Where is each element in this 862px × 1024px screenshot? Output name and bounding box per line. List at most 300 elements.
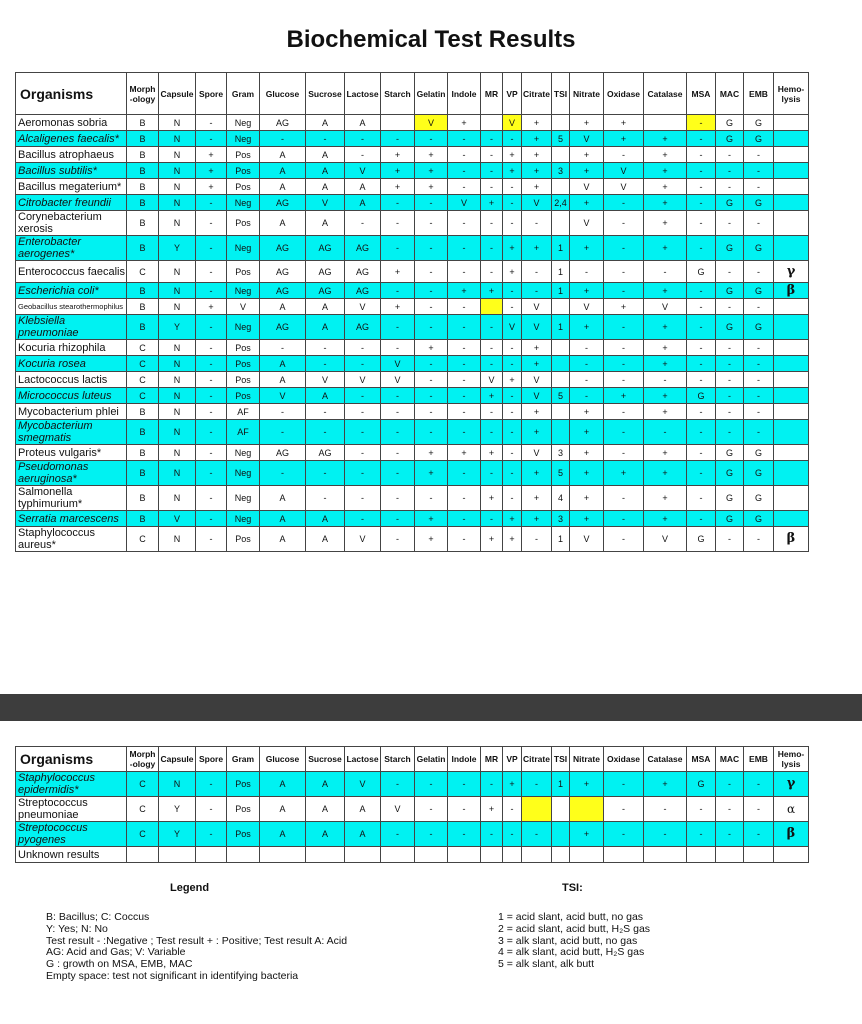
cell-mr: - — [481, 147, 503, 163]
cell-lactose — [345, 847, 381, 863]
cell-glucose: A — [260, 356, 306, 372]
cell-gelatin: - — [415, 797, 448, 822]
cell-gelatin: - — [415, 211, 448, 236]
cell-emb: - — [744, 340, 774, 356]
cell-capsule: N — [159, 388, 196, 404]
cell-capsule: N — [159, 261, 196, 283]
cell-catalase: + — [644, 163, 687, 179]
cell-spore: - — [196, 195, 227, 211]
cell-vp: - — [503, 340, 522, 356]
cell-hemo-lysis — [774, 461, 809, 486]
cell-oxidase: - — [604, 822, 644, 847]
table-row-micrococcus-luteus — [16, 388, 809, 404]
cell-sucrose: A — [306, 115, 345, 131]
organism-name: Salmonella typhimurium* — [16, 486, 127, 511]
cell-citrate: V — [522, 299, 552, 315]
cell-mr: + — [481, 283, 503, 299]
cell-vp: - — [503, 388, 522, 404]
organism-name: Staphylococcus aureus* — [16, 527, 127, 552]
biochemical-results-table — [15, 72, 809, 552]
cell-oxidase: V — [604, 163, 644, 179]
header-catalase: Catalase — [644, 73, 687, 115]
cell-mac: - — [716, 772, 744, 797]
cell-tsi: 1 — [552, 772, 570, 797]
cell-indole — [448, 847, 481, 863]
cell-hemo-lysis — [774, 299, 809, 315]
cell-mac: - — [716, 163, 744, 179]
cell-gram: Neg — [227, 511, 260, 527]
cell-vp: - — [503, 420, 522, 445]
cell-sucrose: A — [306, 797, 345, 822]
cell-glucose: A — [260, 797, 306, 822]
cell-morph-ology: C — [127, 372, 159, 388]
cell-lactose: V — [345, 299, 381, 315]
cell-mr: - — [481, 772, 503, 797]
cell-msa: - — [687, 315, 716, 340]
legend-line: G : growth on MSA, EMB, MAC — [46, 958, 193, 971]
cell-spore: + — [196, 179, 227, 195]
cell-gelatin: + — [415, 461, 448, 486]
cell-msa: G — [687, 261, 716, 283]
cell-oxidase: - — [604, 797, 644, 822]
cell-nitrate: + — [570, 772, 604, 797]
cell-gelatin: - — [415, 372, 448, 388]
cell-lactose: - — [345, 340, 381, 356]
cell-mac: - — [716, 211, 744, 236]
cell-oxidase: - — [604, 283, 644, 299]
header-glucose: Glucose — [260, 747, 306, 772]
cell-gram: AF — [227, 404, 260, 420]
cell-msa: - — [687, 179, 716, 195]
cell-tsi — [552, 340, 570, 356]
cell-mac: G — [716, 445, 744, 461]
header-indole: Indole — [448, 73, 481, 115]
cell-indole: - — [448, 299, 481, 315]
cell-oxidase: - — [604, 527, 644, 552]
cell-spore: - — [196, 261, 227, 283]
cell-emb: - — [744, 404, 774, 420]
cell-vp: - — [503, 356, 522, 372]
table-row-streptococcus-pyogenes — [16, 822, 809, 847]
cell-capsule: N — [159, 772, 196, 797]
cell-mr: - — [481, 131, 503, 147]
cell-catalase: + — [644, 211, 687, 236]
tsi-lines — [498, 912, 650, 971]
cell-catalase: + — [644, 445, 687, 461]
cell-nitrate: - — [570, 372, 604, 388]
cell-catalase: + — [644, 283, 687, 299]
cell-starch: - — [381, 461, 415, 486]
table-row-bacillus-atrophaeus — [16, 147, 809, 163]
cell-mr: - — [481, 356, 503, 372]
table-row-enterococcus-faecalis — [16, 261, 809, 283]
cell-starch: + — [381, 163, 415, 179]
cell-starch — [381, 115, 415, 131]
header-emb: EMB — [744, 73, 774, 115]
cell-mac: - — [716, 822, 744, 847]
cell-glucose: A — [260, 486, 306, 511]
table-row-salmonella-typhimurium — [16, 486, 809, 511]
cell-citrate: - — [522, 261, 552, 283]
cell-tsi — [552, 115, 570, 131]
table-row-lactococcus-lactis — [16, 372, 809, 388]
cell-spore: - — [196, 340, 227, 356]
cell-tsi — [552, 179, 570, 195]
cell-vp: - — [503, 461, 522, 486]
cell-spore: - — [196, 356, 227, 372]
cell-glucose: AG — [260, 261, 306, 283]
cell-mac: G — [716, 115, 744, 131]
cell-sucrose: - — [306, 486, 345, 511]
cell-mac: G — [716, 486, 744, 511]
cell-tsi: 3 — [552, 511, 570, 527]
header-nitrate: Nitrate — [570, 747, 604, 772]
cell-msa: - — [687, 511, 716, 527]
cell-tsi — [552, 847, 570, 863]
cell-oxidase: - — [604, 404, 644, 420]
cell-gelatin: + — [415, 527, 448, 552]
table-row-citrobacter-freundii — [16, 195, 809, 211]
cell-capsule: N — [159, 372, 196, 388]
cell-citrate: - — [522, 283, 552, 299]
cell-tsi — [552, 420, 570, 445]
cell-sucrose: - — [306, 356, 345, 372]
cell-lactose: - — [345, 131, 381, 147]
legend-title: Legend — [170, 882, 210, 894]
cell-vp: - — [503, 822, 522, 847]
cell-oxidase: - — [604, 511, 644, 527]
cell-citrate: + — [522, 486, 552, 511]
cell-spore: - — [196, 772, 227, 797]
cell-morph-ology: B — [127, 195, 159, 211]
cell-morph-ology: B — [127, 211, 159, 236]
cell-glucose: A — [260, 179, 306, 195]
cell-tsi — [552, 372, 570, 388]
cell-tsi — [552, 211, 570, 236]
cell-msa: - — [687, 211, 716, 236]
cell-mr — [481, 847, 503, 863]
cell-morph-ology: B — [127, 283, 159, 299]
cell-tsi — [552, 356, 570, 372]
cell-mr: V — [481, 372, 503, 388]
cell-lactose: - — [345, 461, 381, 486]
cell-spore: - — [196, 115, 227, 131]
cell-emb: G — [744, 461, 774, 486]
cell-spore: - — [196, 315, 227, 340]
organism-name: Citrobacter freundii — [16, 195, 127, 211]
cell-gram: Neg — [227, 445, 260, 461]
cell-gram: Neg — [227, 315, 260, 340]
header-organisms: Organisms — [16, 73, 127, 115]
cell-glucose: V — [260, 388, 306, 404]
cell-citrate: + — [522, 163, 552, 179]
cell-emb: - — [744, 527, 774, 552]
cell-nitrate: + — [570, 163, 604, 179]
cell-oxidase: - — [604, 372, 644, 388]
cell-emb: G — [744, 195, 774, 211]
cell-vp: - — [503, 445, 522, 461]
cell-spore: - — [196, 404, 227, 420]
cell-emb: G — [744, 115, 774, 131]
cell-sucrose: - — [306, 131, 345, 147]
cell-mac: - — [716, 340, 744, 356]
cell-gram: Neg — [227, 461, 260, 486]
table-row-staphylococcus-epidermidis — [16, 772, 809, 797]
cell-spore: - — [196, 211, 227, 236]
cell-capsule: Y — [159, 822, 196, 847]
cell-emb: G — [744, 236, 774, 261]
cell-msa: - — [687, 822, 716, 847]
cell-gelatin: - — [415, 772, 448, 797]
cell-msa: - — [687, 195, 716, 211]
cell-lactose: A — [345, 822, 381, 847]
cell-hemo-lysis — [774, 388, 809, 404]
cell-gelatin: - — [415, 299, 448, 315]
cell-glucose — [260, 847, 306, 863]
cell-vp: - — [503, 283, 522, 299]
cell-sucrose: AG — [306, 236, 345, 261]
cell-msa: - — [687, 461, 716, 486]
cell-hemo-lysis: γ — [774, 772, 809, 797]
cell-tsi: 2,4 — [552, 195, 570, 211]
cell-nitrate: + — [570, 822, 604, 847]
cell-msa: G — [687, 527, 716, 552]
header-mac: MAC — [716, 73, 744, 115]
cell-starch: + — [381, 179, 415, 195]
cell-glucose: A — [260, 299, 306, 315]
header-spore: Spore — [196, 747, 227, 772]
cell-indole: - — [448, 315, 481, 340]
cell-morph-ology: C — [127, 822, 159, 847]
cell-sucrose: AG — [306, 283, 345, 299]
cell-morph-ology: B — [127, 445, 159, 461]
cell-msa: - — [687, 445, 716, 461]
cell-spore — [196, 847, 227, 863]
cell-spore: + — [196, 299, 227, 315]
cell-spore: - — [196, 131, 227, 147]
cell-starch: - — [381, 195, 415, 211]
cell-morph-ology: B — [127, 404, 159, 420]
cell-catalase: + — [644, 388, 687, 404]
cell-lactose: V — [345, 372, 381, 388]
table-row-proteus-vulgaris — [16, 445, 809, 461]
cell-gram: Neg — [227, 131, 260, 147]
header-capsule: Capsule — [159, 747, 196, 772]
cell-catalase: V — [644, 527, 687, 552]
cell-nitrate — [570, 797, 604, 822]
cell-emb: - — [744, 420, 774, 445]
cell-starch: V — [381, 797, 415, 822]
cell-emb: - — [744, 163, 774, 179]
header-nitrate: Nitrate — [570, 73, 604, 115]
cell-mac: - — [716, 388, 744, 404]
cell-emb: G — [744, 315, 774, 340]
cell-catalase: - — [644, 822, 687, 847]
cell-lactose: AG — [345, 261, 381, 283]
cell-mac: - — [716, 797, 744, 822]
organism-name: Escherichia coli* — [16, 283, 127, 299]
cell-capsule — [159, 847, 196, 863]
cell-starch: + — [381, 299, 415, 315]
organism-name: Streptococcus pneumoniae — [16, 797, 127, 822]
cell-oxidase — [604, 847, 644, 863]
header-morph-ology: Morph -ology — [127, 73, 159, 115]
cell-gelatin: - — [415, 261, 448, 283]
cell-sucrose: A — [306, 211, 345, 236]
cell-indole: - — [448, 147, 481, 163]
cell-mr: + — [481, 388, 503, 404]
cell-oxidase: + — [604, 115, 644, 131]
cell-indole: - — [448, 179, 481, 195]
cell-morph-ology: B — [127, 147, 159, 163]
cell-morph-ology: B — [127, 115, 159, 131]
organism-name: Kocuria rhizophila — [16, 340, 127, 356]
cell-gram: Pos — [227, 372, 260, 388]
cell-oxidase: + — [604, 461, 644, 486]
cell-starch: - — [381, 236, 415, 261]
cell-mac: G — [716, 283, 744, 299]
cell-indole: - — [448, 211, 481, 236]
cell-morph-ology: B — [127, 315, 159, 340]
cell-mr: - — [481, 404, 503, 420]
table-row-serratia-marcescens — [16, 511, 809, 527]
cell-morph-ology: C — [127, 772, 159, 797]
cell-oxidase: + — [604, 388, 644, 404]
cell-vp: V — [503, 315, 522, 340]
cell-nitrate: - — [570, 356, 604, 372]
header-emb: EMB — [744, 747, 774, 772]
cell-lactose: A — [345, 195, 381, 211]
table-row-bacillus-megaterium — [16, 179, 809, 195]
cell-emb: G — [744, 131, 774, 147]
cell-lactose: - — [345, 147, 381, 163]
cell-citrate — [522, 797, 552, 822]
cell-capsule: N — [159, 299, 196, 315]
table-row-kocuria-rhizophila — [16, 340, 809, 356]
cell-sucrose: AG — [306, 445, 345, 461]
cell-starch: + — [381, 261, 415, 283]
cell-mac: - — [716, 179, 744, 195]
header-oxidase: Oxidase — [604, 73, 644, 115]
cell-gelatin — [415, 847, 448, 863]
cell-mr: + — [481, 195, 503, 211]
cell-indole: - — [448, 236, 481, 261]
cell-capsule: N — [159, 420, 196, 445]
cell-capsule: N — [159, 527, 196, 552]
cell-citrate: V — [522, 388, 552, 404]
cell-starch: - — [381, 772, 415, 797]
table-row-staphylococcus-aureus — [16, 527, 809, 552]
cell-sucrose: A — [306, 388, 345, 404]
cell-hemo-lysis — [774, 195, 809, 211]
cell-mr: - — [481, 211, 503, 236]
cell-catalase: + — [644, 461, 687, 486]
cell-nitrate: + — [570, 283, 604, 299]
cell-msa: - — [687, 236, 716, 261]
cell-glucose: A — [260, 372, 306, 388]
cell-msa: - — [687, 115, 716, 131]
cell-indole: - — [448, 486, 481, 511]
cell-glucose: AG — [260, 445, 306, 461]
cell-nitrate: V — [570, 211, 604, 236]
cell-glucose: AG — [260, 315, 306, 340]
cell-msa: - — [687, 486, 716, 511]
cell-mr: + — [481, 797, 503, 822]
cell-mac: G — [716, 131, 744, 147]
cell-lactose: - — [345, 486, 381, 511]
cell-spore: - — [196, 236, 227, 261]
organism-name: Bacillus atrophaeus — [16, 147, 127, 163]
cell-oxidase: V — [604, 179, 644, 195]
cell-morph-ology: B — [127, 131, 159, 147]
cell-indole: - — [448, 527, 481, 552]
cell-vp: - — [503, 404, 522, 420]
cell-gelatin: - — [415, 822, 448, 847]
cell-nitrate — [570, 847, 604, 863]
header-tsi: TSI — [552, 73, 570, 115]
cell-starch: + — [381, 147, 415, 163]
cell-capsule: N — [159, 131, 196, 147]
cell-nitrate: + — [570, 195, 604, 211]
tsi-line: 5 = alk slant, alk butt — [498, 958, 595, 971]
header-gram: Gram — [227, 73, 260, 115]
table-row-bacillus-subtilis — [16, 163, 809, 179]
cell-gelatin: - — [415, 315, 448, 340]
organism-name: Klebsiella pneumoniae — [16, 315, 127, 340]
cell-sucrose: A — [306, 163, 345, 179]
cell-emb: - — [744, 179, 774, 195]
cell-catalase: - — [644, 261, 687, 283]
cell-emb: G — [744, 511, 774, 527]
table-row-mycobacterium-phlei — [16, 404, 809, 420]
cell-emb: - — [744, 772, 774, 797]
organism-name: Lactococcus lactis — [16, 372, 127, 388]
cell-glucose: A — [260, 527, 306, 552]
cell-msa: - — [687, 131, 716, 147]
cell-msa: - — [687, 340, 716, 356]
cell-starch: - — [381, 822, 415, 847]
cell-catalase: + — [644, 131, 687, 147]
cell-glucose: - — [260, 420, 306, 445]
cell-glucose: A — [260, 822, 306, 847]
cell-lactose: - — [345, 211, 381, 236]
cell-vp: + — [503, 511, 522, 527]
cell-gram: AF — [227, 420, 260, 445]
cell-mr: - — [481, 822, 503, 847]
cell-hemo-lysis: γ — [774, 261, 809, 283]
cell-vp: - — [503, 211, 522, 236]
cell-citrate: V — [522, 372, 552, 388]
cell-citrate: + — [522, 511, 552, 527]
header-tsi: TSI — [552, 747, 570, 772]
cell-indole: - — [448, 131, 481, 147]
cell-vp: V — [503, 115, 522, 131]
cell-starch: - — [381, 486, 415, 511]
cell-spore: - — [196, 372, 227, 388]
cell-indole: - — [448, 340, 481, 356]
cell-lactose: A — [345, 179, 381, 195]
cell-morph-ology: B — [127, 486, 159, 511]
cell-sucrose: A — [306, 527, 345, 552]
cell-catalase: + — [644, 195, 687, 211]
cell-capsule: N — [159, 445, 196, 461]
organism-name: Bacillus megaterium* — [16, 179, 127, 195]
table-row-mycobacterium-smegmatis — [16, 420, 809, 445]
cell-morph-ology: B — [127, 163, 159, 179]
cell-mr — [481, 115, 503, 131]
cell-mr: - — [481, 236, 503, 261]
cell-nitrate: V — [570, 131, 604, 147]
